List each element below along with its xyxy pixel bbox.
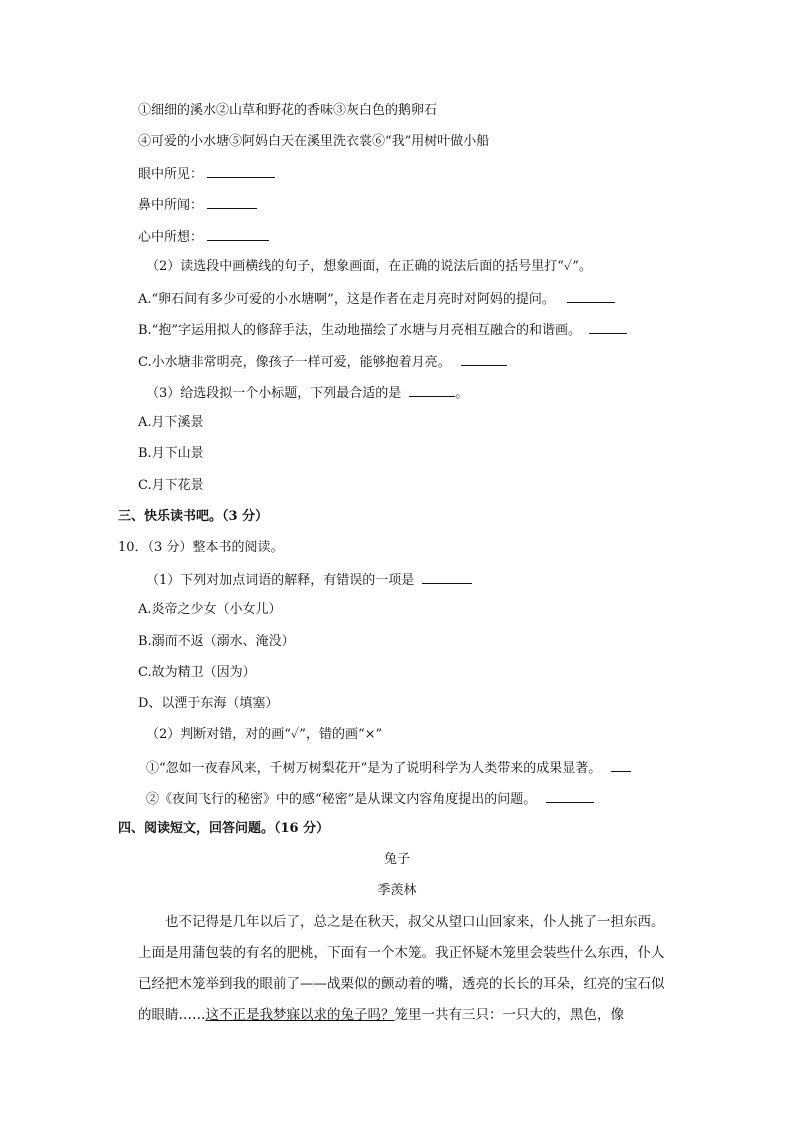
q10-option-a: A.炎帝之少女（小女儿） — [138, 602, 282, 617]
q10-judge-2-text: ②《夜间飞行的秘密》中的感“秘密”是从课文内容角度提出的问题。 — [146, 792, 537, 807]
q10-part1-stem — [146, 571, 472, 589]
paragraph-text: 也不记得是几年以后了，总之是在秋天，叔父从望口山回家来，仆人挑了一担东西。上面是用蒲包装的有名的肥桃，下面有一个木笼。我正怀疑木笼里会装些什么东西，仆人已经把木笼举到我的眼前了——战栗似的颤动着的嘴，透亮的长长的耳朵，红亮的宝石似的眼睛…… — [138, 914, 665, 1023]
q10-judge-2 — [146, 790, 594, 808]
q10-option-d: D、以湮于东海（填塞） — [138, 696, 279, 711]
see-blank[interactable] — [207, 165, 275, 178]
paragraph-text-continued: 笼里一共有三只：一只大的，黑色，像 — [394, 1007, 624, 1023]
article-title: 兔子 — [383, 852, 410, 867]
answer-blank[interactable] — [546, 790, 594, 803]
q9-part2-option-c-text: C.小水塘非常明亮，像孩子一样可爱，能够抱着月亮。 — [138, 355, 451, 370]
underlined-sentence: 这不正是我梦寐以求的兔子吗？ — [205, 1007, 395, 1023]
article-author: 季羡林 — [377, 883, 417, 898]
think-blank[interactable] — [207, 228, 269, 241]
section-4-title: 四、阅读短文，回答问题。（16 分） — [118, 821, 330, 836]
q10-part2-stem: （2）判断对错，对的画“✓”，错的画“×” — [146, 727, 383, 742]
answer-blank[interactable] — [589, 321, 627, 334]
option-line-1: ①细细的溪水②山草和野花的香味③灰白色的鹅卵石 — [138, 103, 438, 118]
see-label: 眼中所见： — [138, 167, 204, 182]
q10-part1-stem-text: （1）下列对加点词语的解释，有错误的一项是 — [146, 573, 415, 588]
q10-judge-1 — [146, 759, 631, 777]
think-row — [138, 228, 269, 246]
q9-part3-option-b: B.月下山景 — [138, 446, 204, 461]
q9-part2-option-a-text: A.“卵石间有多少可爱的小水塘啊”，这是作者在走月亮时对阿妈的提问。 — [138, 292, 555, 307]
think-label: 心中所想： — [138, 230, 204, 245]
answer-blank[interactable] — [567, 290, 615, 303]
q9-part2-option-b — [138, 321, 627, 339]
q9-part3-stem-text: （3）给选段拟一个小标题，下列最合适的是 — [146, 386, 402, 401]
answer-blank[interactable] — [461, 353, 507, 366]
smell-blank[interactable] — [207, 196, 257, 209]
q9-part3-option-c: C.月下花景 — [138, 478, 204, 493]
option-line-2: ④可爱的小水塘⑤阿妈白天在溪里洗衣裳⑥“我”用树叶做小船 — [138, 134, 490, 149]
q9-part2-option-a — [138, 290, 615, 308]
section-3-title: 三、快乐读书吧。（3 分） — [118, 509, 269, 524]
q9-part3-stem-end: 。 — [455, 386, 469, 401]
q10-judge-1-text: ①“忽如一夜春风来，千树万树梨花开”是为了说明科学为人类带来的成果显著。 — [146, 761, 602, 776]
q9-part2-option-b-text: B.“抱”字运用拟人的修辞手法，生动地描绘了水塘与月亮相互融合的和谐画。 — [138, 323, 581, 338]
smell-label: 鼻中所闻： — [138, 198, 204, 213]
q9-part3-stem — [146, 384, 468, 402]
q10-option-b: B.溺而不返（溺水、淹没） — [138, 634, 295, 649]
answer-blank[interactable] — [422, 571, 472, 584]
q10-stem: 10．（3 分）整本书的阅读。 — [118, 540, 284, 555]
answer-blank[interactable] — [611, 759, 631, 772]
q9-part3-option-a: A.月下溪景 — [138, 415, 204, 430]
see-row — [138, 165, 275, 183]
q9-part2-stem: （2）读选段中画横线的句子，想象画面，在正确的说法后面的括号里打“✓”。 — [146, 259, 592, 274]
q9-part2-option-c — [138, 353, 507, 371]
q10-option-c: C.故为精卫（因为） — [138, 665, 256, 680]
answer-blank[interactable] — [409, 384, 455, 397]
article-paragraph — [138, 907, 676, 1031]
smell-row — [138, 196, 257, 214]
